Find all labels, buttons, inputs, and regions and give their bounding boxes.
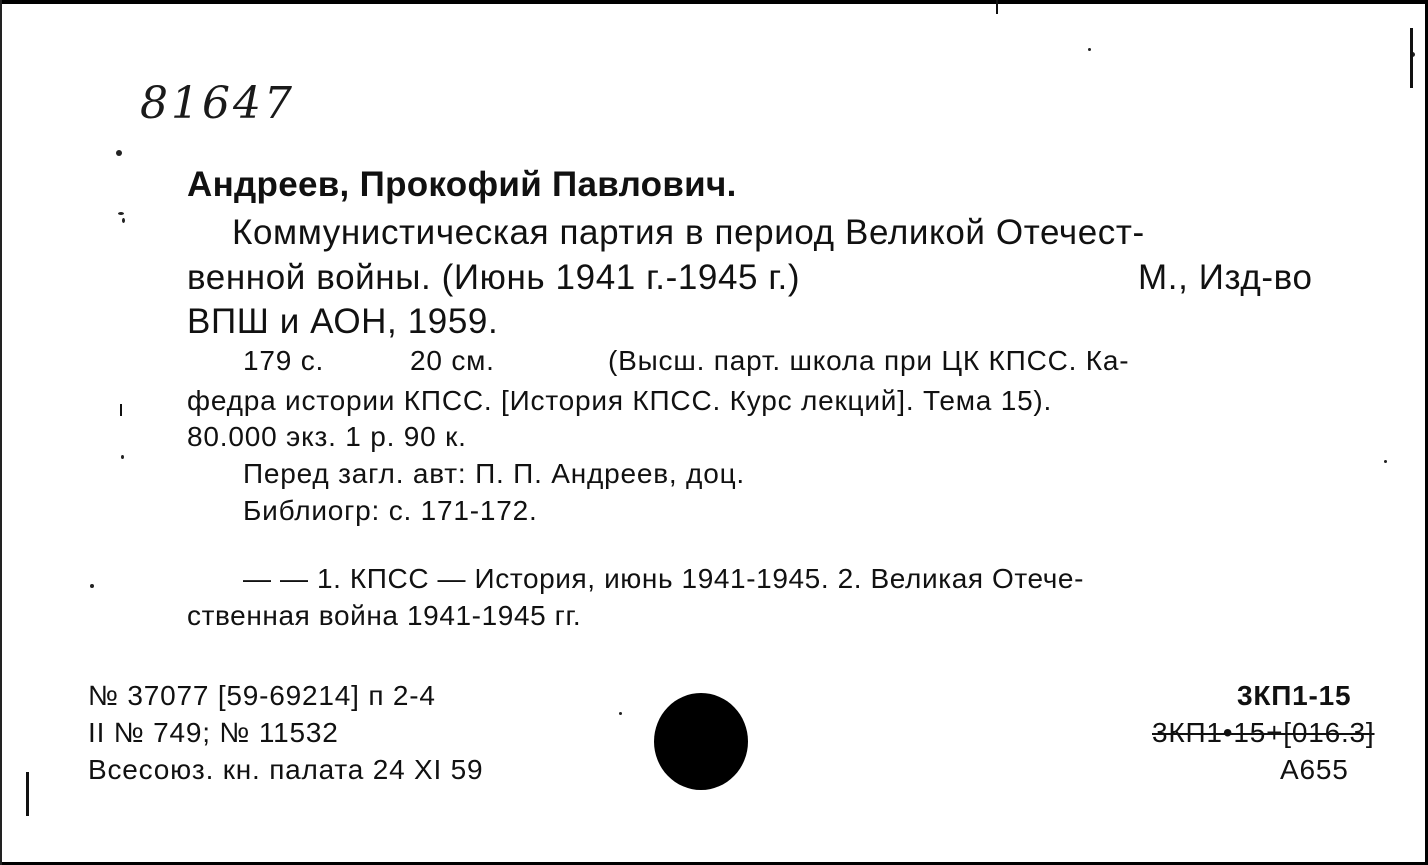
author-heading: Андреев, Прокофий Павлович. xyxy=(187,165,737,204)
punch-hole xyxy=(654,693,748,790)
series-note-line-1: (Высш. парт. школа при ЦК КПСС. Ка- xyxy=(608,345,1130,376)
scan-speck xyxy=(116,150,122,156)
size-cm: 20 см. xyxy=(410,345,495,376)
footer-register-numbers: II № 749; № 11532 xyxy=(88,717,339,748)
scan-mark xyxy=(26,772,29,816)
scan-speck xyxy=(121,455,124,459)
scan-mark xyxy=(996,0,998,14)
title-line-1: Коммунистическая партия в период Великой Отечест- xyxy=(232,213,1145,252)
note-bibliography: Библиогр: с. 171-172. xyxy=(243,495,538,526)
shelf-mark: А655 xyxy=(1280,754,1349,785)
scan-mark xyxy=(1410,28,1413,88)
footer-chamber: Всесоюз. кн. палата 24 XI 59 xyxy=(88,754,484,785)
footer-card-number: № 37077 [59-69214] п 2-4 xyxy=(88,680,436,711)
title-line-3: ВПШ и АОН, 1959. xyxy=(187,302,499,341)
classification-index: 3КП1-15 xyxy=(1237,680,1352,711)
scan-speck xyxy=(619,712,622,715)
card-left-edge xyxy=(0,0,2,865)
note-author: Перед загл. авт: П. П. Андреев, доц. xyxy=(243,458,745,489)
subject-line-2: ственная война 1941-1945 гг. xyxy=(187,600,582,631)
series-note-line-2: федра истории КПСС. [История КПСС. Курс лекций]. Тема 15). xyxy=(187,385,1053,416)
pages-count: 179 с. xyxy=(243,345,325,376)
print-run-price: 80.000 экз. 1 р. 90 к. xyxy=(187,421,467,452)
scan-speck xyxy=(118,212,124,215)
subject-line-1: — — 1. КПСС — История, июнь 1941-1945. 2. Великая Отече- xyxy=(243,563,1085,594)
classification-struck: 3КП1•15+[016.3] xyxy=(1152,717,1375,748)
scan-speck xyxy=(1088,48,1091,51)
scan-speck xyxy=(122,218,125,223)
handwritten-number: 81647 xyxy=(140,78,295,129)
scan-speck xyxy=(90,584,94,588)
card-top-edge xyxy=(0,0,1428,4)
scan-mark xyxy=(120,404,122,416)
title-line-2: венной войны. (Июнь 1941 г.-1945 г.) xyxy=(187,258,801,297)
publisher: М., Изд-во xyxy=(1138,258,1313,297)
scan-speck xyxy=(1384,460,1387,463)
